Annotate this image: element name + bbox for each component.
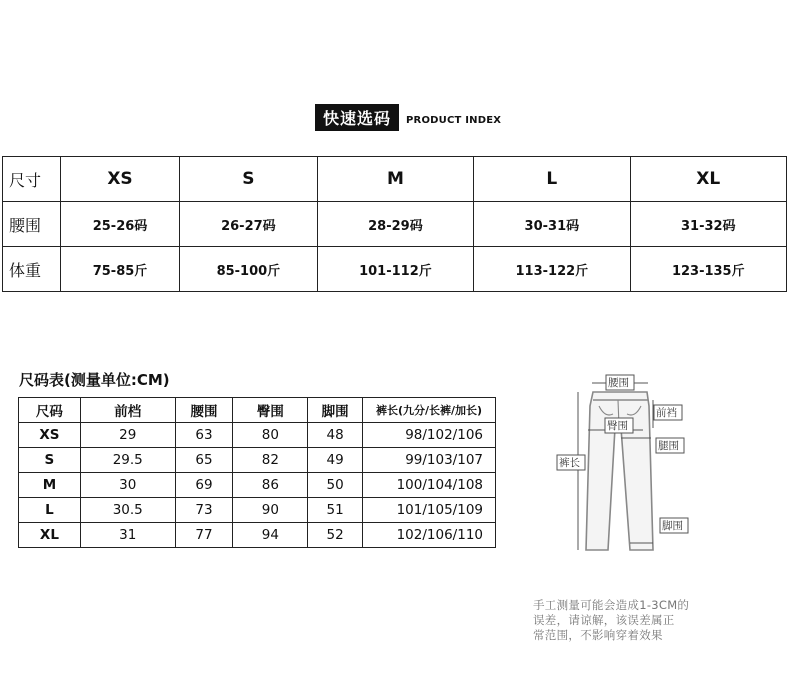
- measure-chart-title: 尺码表(测量单位:CM): [19, 371, 170, 389]
- measurement-note: [533, 598, 718, 643]
- table-row: [3, 157, 787, 202]
- diagram-label-hip: 臀围: [607, 420, 628, 432]
- column-header: 臀围: [233, 398, 308, 423]
- size-cell: M: [317, 157, 473, 202]
- table-cell: 30: [80, 473, 175, 498]
- note-line: 常范围，不影响穿着效果: [533, 628, 663, 642]
- table-cell: 49: [308, 448, 363, 473]
- table-cell: 90: [233, 498, 308, 523]
- waist-cell: 25-26码: [61, 202, 180, 247]
- table-cell: 94: [233, 523, 308, 548]
- waist-cell: 30-31码: [474, 202, 630, 247]
- table-row: [19, 423, 496, 448]
- size-index-table: [2, 156, 787, 292]
- product-index-header: [315, 104, 501, 131]
- table-row: [3, 202, 787, 247]
- pants-outline-icon: [586, 392, 653, 550]
- table-cell: 52: [308, 523, 363, 548]
- table-cell: 100/104/108: [363, 473, 496, 498]
- table-row: [19, 498, 496, 523]
- row-label: 体重: [3, 247, 61, 292]
- table-row: [3, 247, 787, 292]
- size-cell: XS: [61, 157, 180, 202]
- diagram-label-hem: 脚围: [662, 520, 683, 532]
- table-cell: M: [19, 473, 81, 498]
- table-cell: 86: [233, 473, 308, 498]
- size-cell: S: [180, 157, 318, 202]
- table-cell: XS: [19, 423, 81, 448]
- column-header: 裤长(九分/长裤/加长): [363, 398, 496, 423]
- weight-cell: 113-122斤: [474, 247, 630, 292]
- table-cell: 82: [233, 448, 308, 473]
- diagram-label-waist: 腰围: [608, 377, 629, 389]
- weight-cell: 85-100斤: [180, 247, 318, 292]
- table-cell: 29: [80, 423, 175, 448]
- column-header: 腰围: [175, 398, 233, 423]
- diagram-label-length: 裤长: [559, 457, 580, 469]
- table-cell: 29.5: [80, 448, 175, 473]
- table-cell: 101/105/109: [363, 498, 496, 523]
- note-line: 手工测量可能会造成1-3CM的: [533, 598, 690, 612]
- waist-cell: 31-32码: [630, 202, 786, 247]
- table-cell: 69: [175, 473, 233, 498]
- title-cn: 快速选码: [315, 104, 399, 131]
- column-header: 脚围: [308, 398, 363, 423]
- table-cell: 73: [175, 498, 233, 523]
- column-header: 前档: [80, 398, 175, 423]
- table-row: [19, 448, 496, 473]
- table-cell: 48: [308, 423, 363, 448]
- note-line: 误差，请谅解，该误差属正: [533, 613, 675, 627]
- diagram-label-thigh: 腿围: [658, 440, 679, 452]
- table-row: [19, 473, 496, 498]
- table-cell: 31: [80, 523, 175, 548]
- row-label: 腰围: [3, 202, 61, 247]
- title-en: PRODUCT INDEX: [406, 115, 502, 126]
- table-cell: 80: [233, 423, 308, 448]
- row-label: 尺寸: [3, 157, 61, 202]
- table-row: [19, 523, 496, 548]
- weight-cell: 123-135斤: [630, 247, 786, 292]
- waist-cell: 28-29码: [317, 202, 473, 247]
- table-cell: S: [19, 448, 81, 473]
- table-cell: 102/106/110: [363, 523, 496, 548]
- table-cell: 63: [175, 423, 233, 448]
- table-cell: 65: [175, 448, 233, 473]
- table-cell: 98/102/106: [363, 423, 496, 448]
- size-cell: XL: [630, 157, 786, 202]
- table-cell: 50: [308, 473, 363, 498]
- weight-cell: 75-85斤: [61, 247, 180, 292]
- table-header-row: [19, 398, 496, 423]
- measure-chart-table: [18, 397, 496, 548]
- diagram-label-front-rise: 前裆: [656, 407, 677, 419]
- weight-cell: 101-112斤: [317, 247, 473, 292]
- size-cell: L: [474, 157, 630, 202]
- table-cell: L: [19, 498, 81, 523]
- waist-cell: 26-27码: [180, 202, 318, 247]
- column-header: 尺码: [19, 398, 81, 423]
- table-cell: XL: [19, 523, 81, 548]
- table-cell: 30.5: [80, 498, 175, 523]
- table-cell: 99/103/107: [363, 448, 496, 473]
- table-cell: 77: [175, 523, 233, 548]
- pants-measurement-diagram: [553, 370, 693, 560]
- table-cell: 51: [308, 498, 363, 523]
